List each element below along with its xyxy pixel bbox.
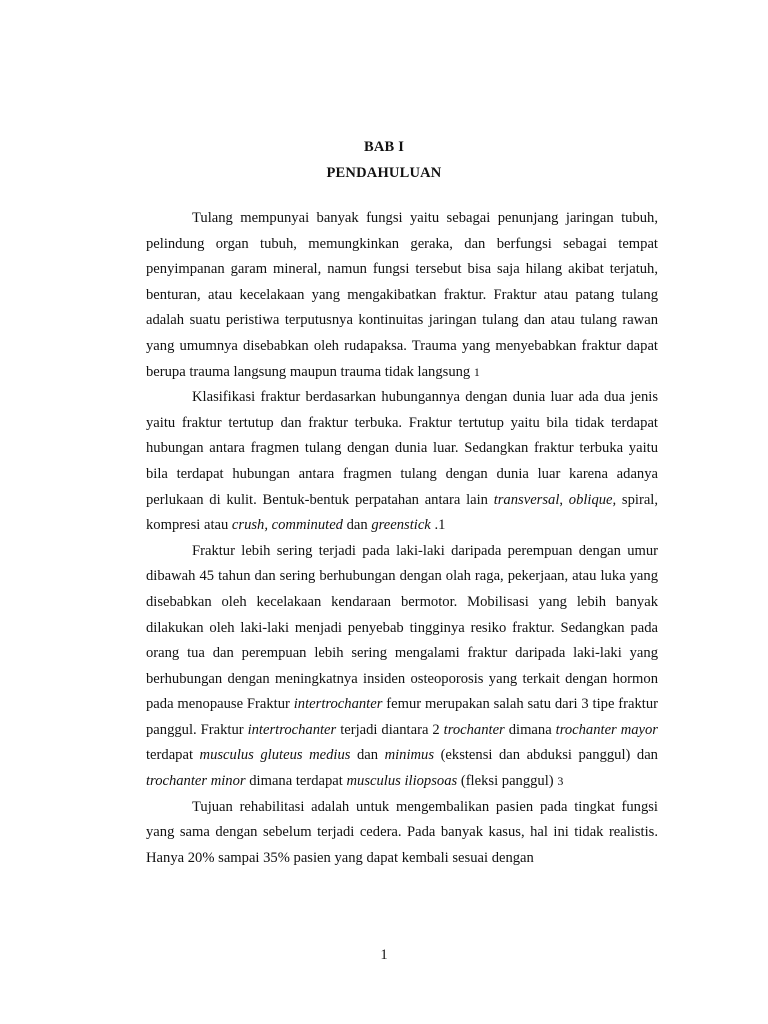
term-trochanter: trochanter xyxy=(443,721,505,738)
chapter-number: BAB I xyxy=(363,139,405,155)
paragraph-2 xyxy=(146,385,658,539)
term-oblique: oblique, xyxy=(568,491,617,508)
paragraph-4 xyxy=(146,795,658,872)
term-trochanter-mayor: trochanter mayor xyxy=(555,721,658,738)
citation: 3 xyxy=(557,774,564,789)
term-greenstick: greenstick xyxy=(371,517,431,534)
paragraph-text: .1 xyxy=(430,517,446,534)
paragraph-text: spiral, kompresi atau xyxy=(146,491,659,534)
citation: 1 xyxy=(473,364,480,379)
term-musculus-gluteus-medius: musculus gluteus medius xyxy=(199,747,351,764)
paragraph-text: femur merupakan salah satu dari 3 tipe fraktur panggul. Fraktur xyxy=(146,696,659,738)
term-intertrochanter: intertrochanter xyxy=(247,721,337,738)
term-intertrochanter: intertrochanter xyxy=(293,696,383,713)
term-crush: crush, comminuted xyxy=(231,517,343,534)
page-number: 1 xyxy=(380,947,388,963)
paragraph-text: dimana xyxy=(504,721,556,738)
paragraph-text: terjadi diantara 2 xyxy=(336,721,444,738)
term-musculus-iliopsoas: musculus iliopsoas xyxy=(346,773,458,790)
paragraph-3 xyxy=(146,539,658,795)
term-transversal: transversal xyxy=(493,491,560,508)
paragraph-text: terdapat xyxy=(146,747,200,764)
paragraph-text: dimana terdapat xyxy=(245,773,347,790)
paragraph-text: Fraktur lebih sering terjadi pada laki-laki daripada perempuan dengan umur dibawah 45 tahun dan sering berhubungan dengan olah raga, pekerjaan, atau luka yang disebabkan oleh kecelakaan kendaraan bermotor. Mobilisasi yang lebih banyak dilakukan oleh laki-laki menjadi penyebab tingginya resiko fraktur. Sedangkan pada orang tua dan perempuan lebih sering mengalami fraktur daripada laki-laki yang berhubungan dengan meningkatnya insiden osteoporosis yang terkait dengan hormon pada menopause Fraktur xyxy=(146,542,658,713)
paragraph-text: dan xyxy=(350,747,385,764)
paragraph-text: Tujuan rehabilitasi adalah untuk mengembalikan pasien pada tingkat fungsi yang sama dengan sebelum terjadi cedera. Pada banyak kasus, hal ini tidak realistis. Hanya 20% sampai 35% pasien yang dapat kembali sesuai dengan xyxy=(146,798,658,866)
paragraph-text: dan xyxy=(342,517,372,534)
separator: , xyxy=(559,491,569,508)
paragraph-text: Tulang mempunyai banyak fungsi yaitu sebagai penunjang jaringan tubuh, pelindung organ tubuh, memungkinkan geraka, dan berfungsi sebagai tempat penyimpanan garam mineral, namun fungsi tersebut bisa saja hilang akibat terjatuh, benturan, atau kecelakaan yang mengakibatkan fraktur. Fraktur atau patang tulang adalah suatu peristiwa terputusnya kontinuitas jaringan tulang dan atau tulang rawan yang umumnya disebabkan oleh rudapaksa. Trauma yang menyebabkan fraktur dapat berupa trauma langsung maupun trauma tidak langsung xyxy=(146,210,658,380)
paragraph-text: (fleksi panggul) xyxy=(457,773,554,790)
paragraph-1 xyxy=(146,206,658,385)
paragraph-text: Klasifikasi fraktur berdasarkan hubungannya dengan dunia luar ada dua jenis yaitu fraktur tertutup dan fraktur terbuka. Fraktur tertutup yaitu bila tidak terdapat hubungan antara fragmen tulang dengan dunia luar. Sedangkan fraktur terbuka yaitu bila terdapat hubungan antara fragmen tulang dengan dunia luar karena adanya perlukaan di kulit. Bentuk-bentuk perpatahan antara lain xyxy=(146,389,658,508)
body-text xyxy=(146,206,658,871)
term-minimus: minimus xyxy=(384,747,435,764)
chapter-title: PENDAHULUAN xyxy=(326,165,442,181)
paragraph-text: (ekstensi dan abduksi panggul) dan xyxy=(434,747,658,764)
term-trochanter-minor: trochanter minor xyxy=(146,773,246,790)
